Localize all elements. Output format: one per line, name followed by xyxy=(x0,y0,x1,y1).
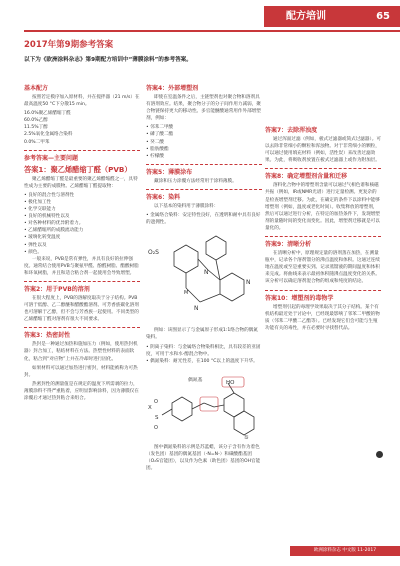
list-item: • 脂肪酸酯 xyxy=(146,146,169,152)
list-item: • 磷了酸二酯 xyxy=(146,132,174,138)
heading-answer-2: 答案2：用于PVB的溶剂 xyxy=(24,285,90,293)
divider xyxy=(24,281,140,282)
paragraph: 图中偶氮染料的示例是苏蓝蜡，该分子含有作为着色（发色团）基团的偶氮基团（-N=N-）和磺酸酯基团（O₂S官能团），以及作为色素（助色团）基团的OH官能团。 xyxy=(146,444,261,472)
section-title: 配方培训 xyxy=(286,11,326,22)
list-item: • 邻苯二甲酸 xyxy=(146,125,174,131)
paragraph: 通过浑面过滤（例如，板式过滤器或筒式过滤器）。可以去除非常细小的颗粒和浑浊物。对于非常细小的颗粒，可以通过使用填充材料（例如，活性炭）来改善过滤效果。为此，将吸收剂放置在板式过滤器上或作为附加层。 xyxy=(265,137,381,164)
footer-bar: 欧洲涂料杂志 中文版 11-2017 xyxy=(290,546,400,556)
bullet-list xyxy=(24,192,140,256)
paragraph: 以下基本的染料用于薄膜涂料： xyxy=(154,203,219,209)
divider xyxy=(265,168,381,169)
azo-metal-complex-structure xyxy=(146,230,262,322)
list-item: 0.0%二甲苯 xyxy=(24,139,50,145)
divider xyxy=(146,189,262,190)
list-item: • 金属络合染料：安定特性良好，在透明和耐中具有良好的遮拥性。 xyxy=(146,213,261,226)
structure-label-ho: HO xyxy=(226,379,235,386)
paragraph: 在清晰分析中，原理规定量的溶剂蒸在加热，在测量瓶中，记录各个溶剂馏分的沸点温度和体积。这通过连续地在温度或至是重要实到。记录蒸馏液的期间温度和体积来完成。将曲线来表示最初体积随沸点温度变化的关系。该分析可以确定溶剂混合物的组成和纯度的结论。 xyxy=(265,251,380,285)
heading-answer-4: 答案4：外部增塑剂 xyxy=(146,85,199,92)
formula-list xyxy=(24,110,140,145)
column-2 xyxy=(146,82,262,474)
list-item: • 弹性以及 xyxy=(24,242,47,248)
list-item: • 良好的机械特性以及 xyxy=(24,214,70,220)
list-item: 11.5%丁醇 xyxy=(24,125,48,131)
paragraph: 热密封性的测量值是在规定的温度下所需剥的拉力，薄膜涂料不得严重粘着，应明显影响涂料，因为薄膜仅在涂覆后才通过热封粘合来组合。 xyxy=(24,381,139,401)
section-header-tab xyxy=(264,6,400,27)
list-item: 2.5%氧化金属络合染料 xyxy=(24,132,73,138)
divider xyxy=(265,236,381,237)
list-item: • 癸二酸 xyxy=(146,139,164,145)
structure-label-ring: 萘 xyxy=(244,435,249,439)
column-3 xyxy=(265,82,381,334)
heading-answer-9: 答案9：清晰分析 xyxy=(265,241,312,249)
heading-answer-1: 答案1：聚乙烯醋缩丁醛（PVB） xyxy=(24,164,132,174)
list-item: • 玻璃化转变温度 xyxy=(24,235,61,241)
list-item: 16.0%聚乙烯醋缩丁醛 xyxy=(24,111,71,117)
structure-label: O xyxy=(154,424,158,431)
paragraph: 藏涂和压力涂覆方法经常用于涂料薄膜。 xyxy=(154,178,237,184)
list-item: • 化学交联能力 xyxy=(24,207,56,213)
list-item: • 极化加工性 xyxy=(24,199,52,205)
heading-answer-8: 答案8：确定增塑剂含量和迁移 xyxy=(265,173,348,181)
heading-answer-10: 答案10：增塑剂的毒物学 xyxy=(265,294,334,302)
divider xyxy=(24,327,140,328)
structure-label: N xyxy=(246,279,251,287)
paragraph: 按照若定模序加入原材料，并在搅拌器（21 m/s）在最高温度50 °C下分散15 min。 xyxy=(24,95,140,108)
azo-dye-structure xyxy=(146,369,262,439)
column-1 xyxy=(24,82,140,404)
divider xyxy=(265,290,381,291)
structure-label: N xyxy=(204,269,209,277)
structure-label: N xyxy=(194,305,199,313)
heading-answer-6: 答案6：染料 xyxy=(146,193,181,201)
structure-label: O xyxy=(154,398,158,405)
page-number: 65 xyxy=(376,11,390,22)
paragraph: 聚乙烯醋缩丁醛是最重要的聚乙烯醋缩醛之一，具特性成为主要的成膜物。乙烯醋缩丁醛提取物： xyxy=(24,176,138,189)
paragraph: 即使在室温条件之后，主链塑剂也对聚合物和溶剂具有溶剂效应。结果，聚合物分子的分子间作用力减弱，聚合物链保持更大的移动性。多官能醚酸通常用作外部增塑剂，例如： xyxy=(146,95,261,122)
divider xyxy=(24,150,140,151)
paragraph: 如果材料可以通过加热进行密封，材料能被称为可热封。 xyxy=(24,365,138,378)
heading-answers: 参考答案—主要问题 xyxy=(24,154,79,162)
paragraph: 溶料化合物中的增塑剂含量可以通过气相色谱和核磁共振（例如，IR或NMR光谱）进行定量检测。更复杂的是检查增塑剂迁移。为此，在确定的条件下以涂料中能够增塑剂（例如，温度或老化时间）。收集释放的增塑剂，然后可以通过进行分析，在特定的加热条件下，发现增塑剂的量随时间的变化而变化。因此，增塑剂迁移就是可以量化的。 xyxy=(265,183,380,231)
list-item: • 阴离子染料：与金属络合物染料相比，具有较差的亚固度，可用于水和水-醇混合物中。 xyxy=(146,344,261,357)
heading-answer-7: 答案7：去除浑浊度 xyxy=(265,127,318,134)
page-subtitle: 以下为《欧洲涂料杂志》第9期配方培训中“薄膜涂料”的参考答案。 xyxy=(24,57,192,63)
structure-label: S xyxy=(155,414,159,421)
end-mark-icon xyxy=(376,451,383,458)
divider xyxy=(146,164,262,165)
list-item: • 偶氮染料：耐光性差，在100 °C以上的温度下升华。 xyxy=(146,358,258,364)
top-rule xyxy=(24,30,400,32)
heading-answer-3: 答案3：热密封性 xyxy=(24,332,71,340)
paragraph: 例如：该图显示了与金属原子形成1:1络合物的偶氮染料。 xyxy=(146,328,258,341)
list-item: • 颜色。 xyxy=(24,249,42,255)
structure-label: X xyxy=(148,404,152,411)
bullet-list xyxy=(146,124,262,159)
paragraph: 在很大程度上，PVB的溶解度取决于分子结构。PVB可溶于低醇、乙二醇醚和醋酸酯溶剂。可芳香族碳化溶剂也可溶解于乙醇，但不会与芳香族一起使用。不同类型的乙烯醋缩丁醛对溶剂有很大不同要求。 xyxy=(24,295,139,323)
structure-label: O₂S xyxy=(148,249,159,257)
heading-answer-5: 答案5：薄膜涂布 xyxy=(146,168,193,176)
list-item: • 良好的混合性与溶剂性 xyxy=(24,192,75,198)
paragraph: 一般来说，PVB是常有弹性，并具有良好的拉伸强度。通常结合使用PVB与聚氨甲醛、酚醛树脂、酯酸树脂和环氧树脂，并且和适合粘合剂一起使用会导致增塑。 xyxy=(24,256,139,276)
svg-text:M: M xyxy=(184,290,189,297)
list-item: • 柠檬酸 xyxy=(146,153,164,159)
structure-label-azo: 偶氮基 xyxy=(188,377,203,383)
paragraph: 增塑剂引起的毒理学效果取决于其分子结构。某个有机结构最近处于讨论中，已经现最影响了邻苯二甲酸的物质（邻苯二甲酸二乙酯等）。已经发现它们会可能与生殖功能有关的毒性，并在必要时寻找替代品。 xyxy=(265,304,380,331)
list-item: 60.0%乙醇 xyxy=(24,118,48,124)
page-title: 2017年第9期参考答案 xyxy=(24,40,114,50)
list-item: • 对各种材料的优异附着力。 xyxy=(24,221,84,227)
heading-basic-formula: 基本配方 xyxy=(24,85,49,92)
paragraph: 热封是一种通过加热和施加压力（例如，使用热封机器）封合加工，粘结材料在方法。热塑性材料的表面软化，粘合到“对应物”上并在冷却时进行固化。 xyxy=(24,342,138,362)
list-item: • 乙烯醋缩所的成膜流动能力 xyxy=(24,228,84,234)
